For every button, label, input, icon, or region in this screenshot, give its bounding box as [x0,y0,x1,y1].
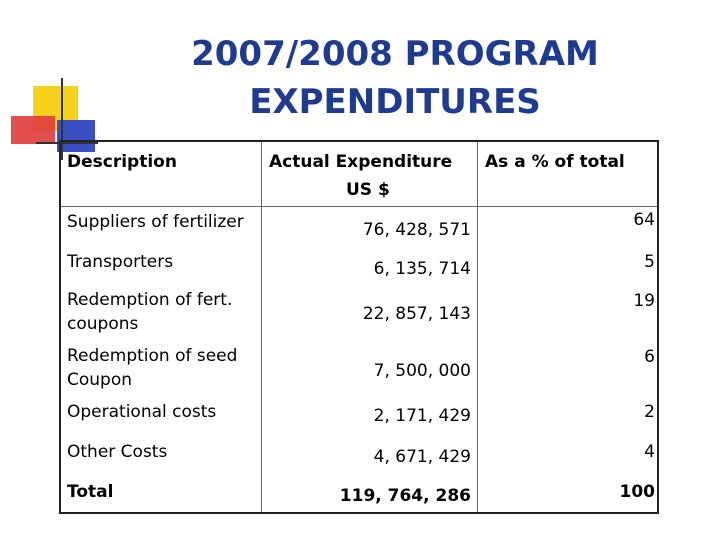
total-description: Total [67,482,114,502]
row-amount: 76, 428, 571 [362,220,471,240]
row-percent: 64 [633,210,655,230]
header-expenditure: Actual Expenditure [269,152,453,172]
title-line-1: 2007/2008 PROGRAM [191,34,599,74]
expenditure-table [59,140,659,514]
title-line-2: EXPENDITURES [249,82,541,122]
total-amount: 119, 764, 286 [339,486,471,506]
header-description: Description [67,152,177,172]
total-percent: 100 [619,482,655,502]
row-percent: 19 [633,291,655,311]
row-amount: 7, 500, 000 [373,361,471,381]
row-description: Other Costs [67,442,168,462]
row-amount: 4, 671, 429 [373,447,471,467]
row-percent: 4 [644,442,655,462]
header-divider [61,206,657,207]
row-amount: 22, 857, 143 [362,304,471,324]
page-title [140,30,650,126]
row-percent: 6 [644,347,655,367]
row-description: Redemption of fert. coupons [67,290,233,334]
row-description: Transporters [67,252,174,272]
row-amount: 2, 171, 429 [373,406,471,426]
row-percent: 5 [644,252,655,272]
header-percent: As a % of total [485,152,625,172]
row-description: Suppliers of fertilizer [67,212,244,232]
row-percent: 2 [644,402,655,422]
row-amount: 6, 135, 714 [373,259,471,279]
decor-red-square [11,116,55,144]
header-currency: US $ [346,180,390,200]
row-description: Redemption of seed Coupon [67,346,238,390]
row-description: Operational costs [67,402,217,422]
